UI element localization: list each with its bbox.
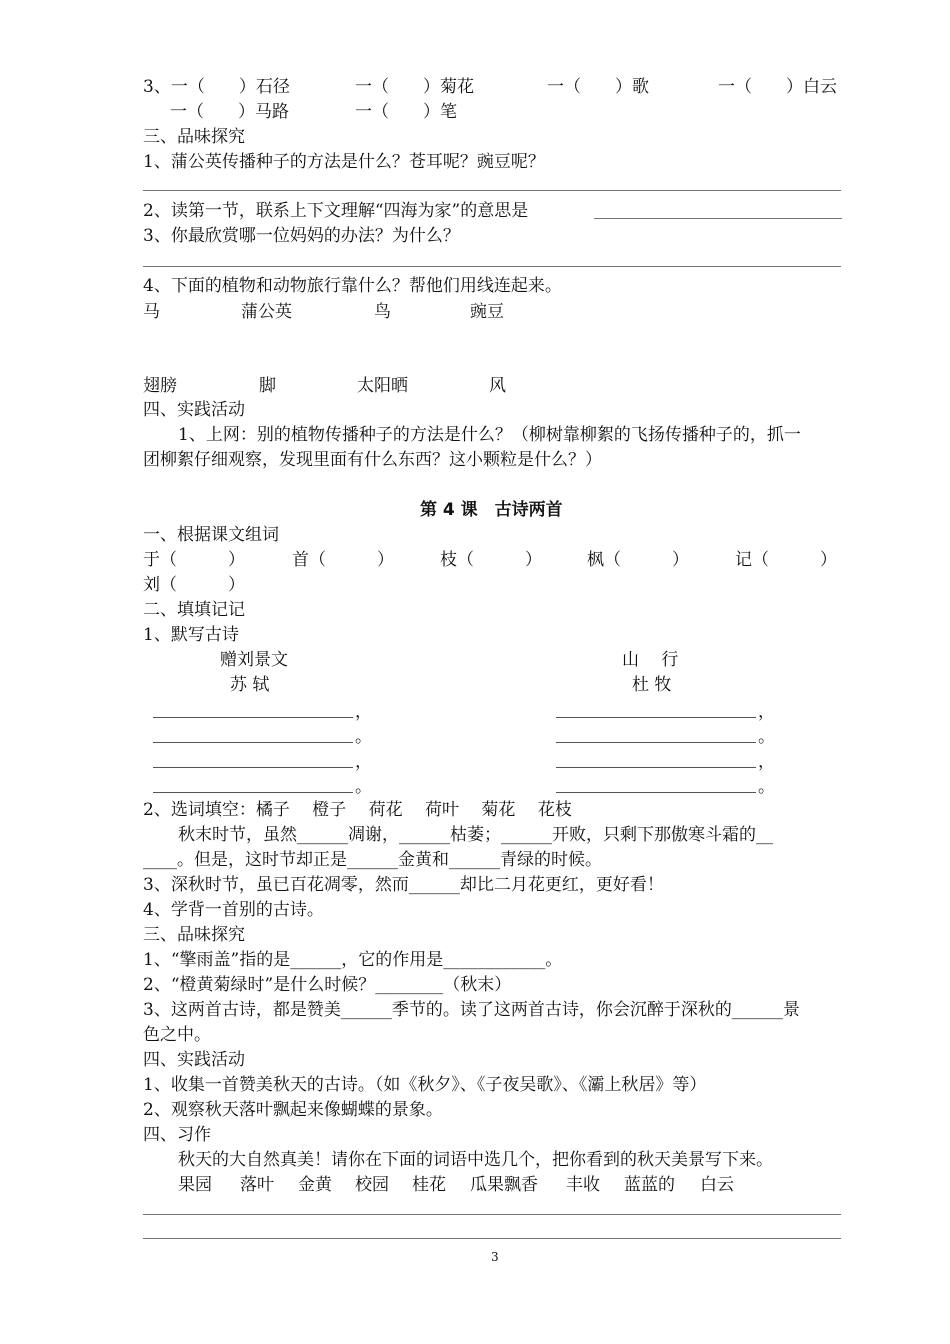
essay-word: 校园 (355, 1175, 389, 1195)
page-number: 3 (491, 1250, 499, 1264)
poem-author: 苏 轼 (230, 675, 270, 695)
question-text: 3、深秋时节，虽已百花凋零，然而______却比二月花更红，更好看！ (143, 875, 664, 895)
match-item: 翅膀 (143, 376, 177, 396)
poem-punct: ， (355, 702, 372, 722)
word-item: 于（ ） (143, 550, 245, 570)
q3-item-2: 一（ ）菊花 (355, 77, 474, 97)
match-item: 蒲公英 (241, 302, 292, 322)
poem-blank (153, 717, 353, 718)
question-text: 1、“擎雨盖”指的是______，它的作用是____________。 (143, 950, 563, 970)
poem-punct: ， (355, 752, 372, 772)
section-heading: 四、实践活动 (143, 1050, 245, 1070)
paragraph-text: 团柳絮仔细观察，发现里面有什么东西？这小颗粒是什么？） (143, 450, 602, 470)
question-text: 2、观察秋天落叶飘起来像蝴蝶的景象。 (143, 1100, 443, 1120)
essay-word: 丰收 (566, 1175, 600, 1195)
question-text: 3、这两首古诗，都是赞美______季节的。读了这两首古诗，你会沉醉于深秋的______景 (143, 1000, 800, 1020)
poem-blank (556, 767, 756, 768)
question-text: 3、你最欣赏哪一位妈妈的办法？为什么？ (143, 226, 460, 246)
word-item: 枝（ ） (440, 550, 542, 570)
word-item: 枫（ ） (587, 550, 689, 570)
poem-blank (153, 767, 353, 768)
essay-word: 金黄 (298, 1175, 332, 1195)
paragraph-text: 秋末时节，虽然______凋谢，______枯萎；______开败，只剩下那傲寒斗霜的__ (178, 825, 773, 845)
word-item: 记（ ） (735, 550, 837, 570)
paragraph-text: ____。但是，这时节却正是______金黄和______青绿的时候。 (143, 850, 602, 870)
question-text: 2、“橙黄菊绿时”是什么时候？________（秋末） (143, 975, 512, 995)
word-item: 刘（ ） (143, 575, 245, 595)
essay-word: 瓜果飘香 (470, 1175, 538, 1195)
essay-prompt: 秋天的大自然真美！请你在下面的词语中选几个，把你看到的秋天美景写下来。 (178, 1150, 773, 1170)
q3-item-3: 一（ ）歌 (547, 77, 649, 97)
question-text: 2、读第一节，联系上下文理解“四海为家”的意思是 (143, 201, 529, 221)
match-item: 豌豆 (470, 302, 504, 322)
poem-blank (556, 717, 756, 718)
section-heading: 三、品味探究 (143, 925, 245, 945)
question-text: 4、下面的植物和动物旅行靠什么？帮他们用线连起来。 (143, 276, 562, 296)
poem-punct: 。 (758, 727, 775, 747)
section-heading: 四、实践活动 (143, 400, 245, 420)
section-heading: 四、习作 (143, 1125, 211, 1145)
poem-blank (556, 742, 756, 743)
answer-line (143, 1214, 841, 1215)
match-item: 太阳晒 (357, 376, 408, 396)
question-text: 2、选词填空：橘子 橙子 荷花 荷叶 菊花 花枝 (143, 800, 572, 820)
q3-item-5: 一（ ）马路 (170, 102, 289, 122)
match-item: 风 (489, 376, 506, 396)
poem-title: 山 行 (622, 650, 679, 670)
poem-punct: ， (758, 752, 775, 772)
section-heading: 三、品味探究 (143, 127, 245, 147)
question-text: 1、收集一首赞美秋天的古诗。（如《秋夕》、《子夜吴歌》、《灞上秋居》等） (143, 1075, 707, 1095)
essay-word: 果园 (178, 1175, 212, 1195)
answer-line (594, 218, 842, 219)
lesson-title: 第 4 课 古诗两首 (420, 500, 563, 520)
match-item: 鸟 (374, 302, 391, 322)
match-item: 脚 (259, 376, 276, 396)
essay-word: 白云 (700, 1175, 734, 1195)
question-text: 4、学背一首别的古诗。 (143, 900, 324, 920)
section-heading: 二、填填记记 (143, 600, 245, 620)
poem-blank (153, 792, 353, 793)
q3-item-1: 3、一（ ）石径 (143, 77, 290, 97)
poem-author: 杜 牧 (632, 675, 672, 695)
q3-item-4: 一（ ）白云 (718, 77, 837, 97)
question-text: 1、默写古诗 (143, 625, 239, 645)
poem-punct: ， (758, 702, 775, 722)
poem-punct: 。 (355, 777, 372, 797)
section-heading: 一、根据课文组词 (143, 525, 279, 545)
answer-line (143, 190, 841, 191)
poem-title: 赠刘景文 (220, 650, 288, 670)
poem-punct: 。 (758, 777, 775, 797)
answer-line (143, 1238, 841, 1239)
poem-blank (153, 742, 353, 743)
match-item: 马 (143, 302, 160, 322)
question-text: 1、蒲公英传播种子的方法是什么？苍耳呢？豌豆呢？ (143, 152, 545, 172)
essay-word: 桂花 (412, 1175, 446, 1195)
answer-line (143, 266, 841, 267)
poem-blank (556, 792, 756, 793)
poem-punct: 。 (355, 727, 372, 747)
paragraph-text: 1、上网：别的植物传播种子的方法是什么？（柳树靠柳絮的飞扬传播种子的，抓一 (178, 425, 801, 445)
word-item: 首（ ） (292, 550, 394, 570)
essay-word: 蓝蓝的 (624, 1175, 675, 1195)
q3-item-6: 一（ ）笔 (355, 102, 457, 122)
essay-word: 落叶 (240, 1175, 274, 1195)
question-text: 色之中。 (143, 1025, 211, 1045)
